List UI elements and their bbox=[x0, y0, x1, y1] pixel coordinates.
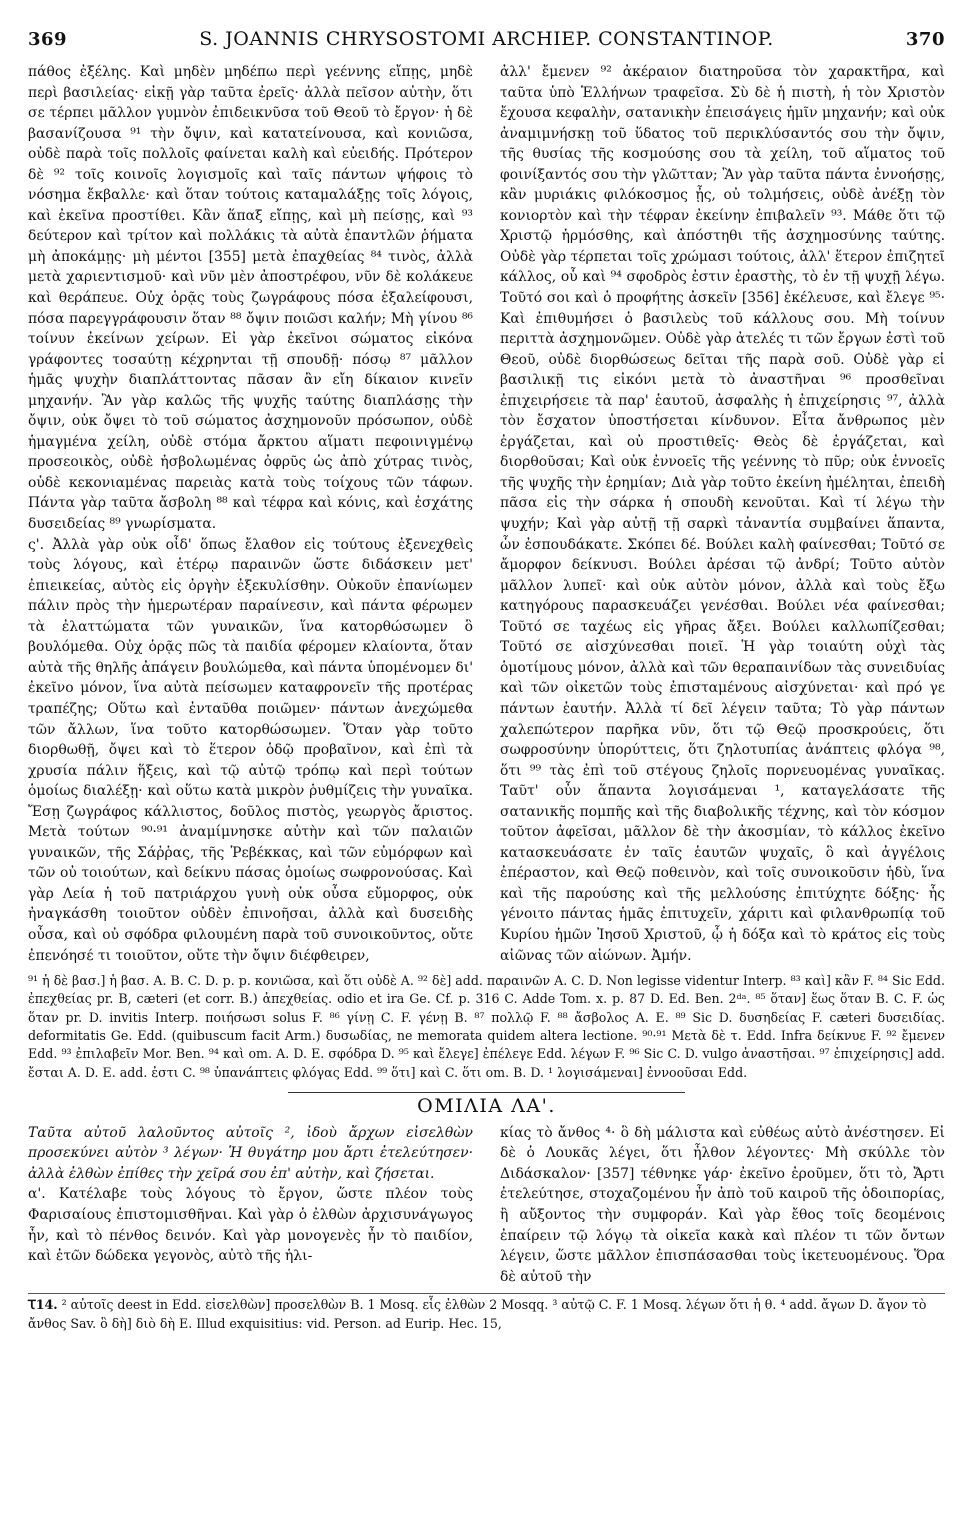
homily-left-column bbox=[28, 1123, 473, 1287]
left-paragraph: πάθος ἐξέλης. Καὶ μηδὲν μηδέπω περὶ γεέννης εἴπῃς, μηδὲ περὶ βασιλείας· εἰκῇ γὰρ ταῦτα ἐρεῖς· ἀλλὰ πεῖσον αὐτὴν, ὅτι σε τέρπει μᾶλλον γυμνὸν ἐπιδεικνῦσα τοῦ Θεοῦ τὸ ἔργον· ἡ δὲ βασανίζουσα ⁹¹ τὴν ὄψιν, καὶ κατατείνουσα, καὶ κονιῶσα, οὐδὲ παρὰ τοῖς πολλοῖς φαίνεται καλὴ καὶ εὐειδής. Πρότερον δὲ ⁹² τοῖς κοινοῖς λογισμοῖς καὶ ταῖς πάντων ψήφοις τὸ νόσημα ἔκβαλλε· καὶ ὅταν τούτοις καταμαλάξῃς τοῖς λόγοις, καὶ ἐκεῖνα προστίθει. Κἂν ἅπαξ εἴπῃς, καὶ μὴ πείσῃς, καὶ ⁹³ δεύτερον καὶ τρίτον καὶ πολλάκις τὰ αὐτὰ ἐπαντλῶν ῥήματα μὴ ἀποκάμῃς· μὴ μέντοι [355] μετὰ ἐπαχθείας ⁸⁴ τινὸς, ἀλλὰ μετὰ χαριεντισμοῦ· καὶ νῦν μὲν ἀποστρέφου, νῦν δὲ κολάκευε καὶ θεράπευε. Οὐχ ὁρᾷς τοὺς ζωγράφους πόσα ἐξαλείφουσι, πόσα παρεγγράφουσιν ὅταν ⁸⁸ ὄψιν ποιῶσι καλήν; Μὴ γίνου ⁸⁶ τοίνυν ἐκείνων χείρων. Εἰ γὰρ ἐκεῖνοι σώματος εἰκόνα γράφοντες τοσαύτῃ κέχρηνται τῇ σπουδῇ· πόσῳ ⁸⁷ μᾶλλον ἡμᾶς ψυχὴν διαπλάττοντας πᾶσαν ἂν εἴη δίκαιον κινεῖν μηχανήν. Ἂν γὰρ καλῶς τῆς ψυχῆς ταύτης διαπλάσῃς τὴν ὄψιν, οὐκ ὄψει τὸ τοῦ σώματος ἀσχημονοῦν πρόσωπον, οὐδὲ ἡμαγμένα χείλη, οὐδὲ στόμα ἄρκτου αἵματι πεφοινιγμένῳ προσεοικὸς, οὐδὲ ἠσβολωμένας ὀφρῦς ὡς ἀπὸ χύτρας τινὸς, οὐδὲ κεκονιαμένας παρειὰς κατὰ τοὺς τοίχους τῶν τάφων. Πάντα γὰρ ταῦτα ἄσβολη ⁸⁸ καὶ τέφρα καὶ κόνις, καὶ ἐσχάτης δυσειδείας ⁸⁹ γνωρίσματα. bbox=[28, 64, 473, 533]
left-column bbox=[28, 62, 473, 966]
document-page bbox=[28, 28, 945, 1528]
footnotes-text: ⁹¹ ἡ δὲ βασ.] ἡ βασ. A. B. C. D. p. p. κονιῶσα, καὶ ὅτι οὐδὲ A. ⁹² δὲ] add. παραινῶν A. C. D. Non legisse videntur Interp. ⁸³ καὶ] κἂν F. ⁸⁴ Sic Edd. ἐπεχθείας pr. B, cæteri (et corr. B.) ἀπεχθείας. odio et ira Ge. Cf. p. 316 C. Adde Tom. x. p. 87 D. Ed. Ben. 2ᵈᵃ. ⁸⁵ ὅταν] ἕως ὅταν B. C. F. ὡς ὅταν pr. D. invitis Interp. ποιήσωσι solus F. ⁸⁶ γίνῃ C. F. γένῃ B. ⁸⁷ πολλῷ F. ⁸⁸ ἄσβολος A. E. ⁸⁹ Sic D. δυσηδείας F. cæteri δυσειδίας. deformitatis Ge. Edd. (quibuscum facit Arm.) δυσωδίας, ne memorata quidem altera lectione. ⁹⁰·⁹¹ Μετὰ δὲ τ. Edd. Infra δείκνυε F. ⁹² ἔμενεν Edd. ⁹³ ἐπιλαβεῖν Mor. Ben. ⁹⁴ καὶ om. A. D. E. σφόδρα D. ⁹⁵ καὶ ἔλεγε] ἐπέλεγε Edd. λέγων F. ⁹⁶ Sic C. D. vulgo ἀναστῆσαι. ⁹⁷ ἐπιχείρησις] add. ἔσται A. D. E. add. ἐστι C. ⁹⁸ ὑπανάπτεις φλόγας Edd. ⁹⁹ ὅτι] καὶ C. ὅτι om. B. D. ¹ λογισάμεναι] ἐννοοῦσαι Edd. bbox=[28, 973, 945, 1080]
homily-footnotes bbox=[28, 1293, 945, 1333]
homily-columns bbox=[28, 1123, 945, 1287]
homily-title: ΟΜΙΛΙΑ ΛΑ'. bbox=[417, 1094, 556, 1117]
running-header bbox=[28, 28, 945, 56]
homily-right-text: κίας τὸ ἄνθος ⁴· ὃ δὴ μάλιστα καὶ εὐθέως αὐτὸ ἀνέστησεν. Εἰ δὲ ὁ Λουκᾶς λέγει, ὅτι ἦλθον λέγοντες· Μὴ σκύλλε τὸν Διδάσκαλον· [357] τέθνηκε γάρ· ἐκεῖνο ἐροῦμεν, ὅτι τὸ, Ἄρτι ἐτελεύτησε, στοχαζομένου ἦν ἀπὸ τοῦ καιροῦ τῆς ὁδοιπορίας, ἢ αὔξοντος τὴν συμφοράν. Καὶ γὰρ ἔθος τοῖς δεομένοις ἐπαίρειν τῷ λόγῳ τὰ οἰκεῖα κακὰ καὶ πλέον τι τῶν ὄντων λέγειν, ὥστε μᾶλλον ἐπισπάσασθαι τοὺς ἱκετευομένους. Ὅρα δὲ αὐτοῦ τὴν bbox=[500, 1124, 945, 1285]
page-number-left: 369 bbox=[28, 29, 68, 50]
right-paragraph: ἀλλ' ἔμενεν ⁹² ἀκέραιον διατηροῦσα τὸν χαρακτῆρα, καὶ ταῦτα ὑπὸ Ἑλλήνων τραφεῖσα. Σὺ δὲ ἡ πιστὴ, ἡ τὸν Χριστὸν ἔχουσα κεφαλὴν, σατανικὴν ἐπεισάγεις ἡμῖν μηχανήν; καὶ οὐκ ἀναμιμνήσκῃ τοῦ ὕδατος τοῦ περικλύσαντός σου τὴν ὄψιν, τῆς θυσίας τῆς κοσμούσης σου τὰ χείλη, τοῦ αἵματος τοῦ φοινίξαντός σου τὴν γλῶτταν; Ἂν γὰρ ταῦτα πάντα ἐννοήσῃς, κἂν μυριάκις φιλόκοσμος ᾖς, οὐ τολμήσεις, οὐδὲ ἀνέξῃ τὸν κονιορτὸν καὶ τὴν τέφραν ἐκείνην ἐπιβαλεῖν ⁹³. Μάθε ὅτι τῷ Χριστῷ ἡρμόσθης, καὶ ἀπόστηθι τῆς ἀσχημοσύνης ταύτης. Οὐδὲ γὰρ τέρπεται τοῖς χρώμασι τούτοις, ἀλλ' ἕτερον ἐπιζητεῖ κάλλος, οὗ καὶ ⁹⁴ σφοδρὸς ἐστιν ἐραστὴς, τὸ ἐν τῇ ψυχῇ λέγω. Τοῦτό σοι καὶ ὁ προφήτης ἀσκεῖν [356] ἐκέλευσε, καὶ ἔλεγε ⁹⁵· Καὶ ἐπιθυμήσει ὁ βασιλεὺς τοῦ κάλλους σου. Μὴ τοίνυν περιττὰ ἀσχημονῶμεν. Οὐδὲ γὰρ ἀτελές τι τῶν ἔργων ἐστὶ τοῦ Θεοῦ, οὐδὲ διορθώσεως δεῖται τῆς παρὰ σοῦ. Οὐδὲ γὰρ εἰ βασιλικῇ τις εἰκόνι μετὰ τὸ ἀναστῆναι ⁹⁶ προσθεῖναι ἐπιχειρήσειε τὰ παρ' ἑαυτοῦ, ἀσφαλὴς ἡ ἐπιχείρησις ⁹⁷, ἀλλὰ τὸν ἔσχατον ὑποστήσεται κίνδυνον. Εἶτα ἄνθρωπος μὲν ἐργάζεται, καὶ οὐ προστιθεῖς· Θεὸς δὲ ἐργάζεται, καὶ διορθοῦσαι; Καὶ οὐκ ἐννοεῖς τῆς γεέννης τὸ πῦρ; οὐκ ἐννοεῖς τῆς ψυχῆς τὴν ἐρημίαν; Διὰ γὰρ τοῦτο ἐκείνη ἠμέληται, ἐπειδὴ πᾶσα εἰς τὴν σάρκα ἡ σπουδὴ κενοῦται. Καὶ τί λέγω τὴν ψυχήν; Καὶ γὰρ αὐτῇ τῇ σαρκὶ τἀναντία συμβαίνει ἅπαντα, ὧν ἐσπουδάκατε. Σκόπει δέ. Βούλει καλὴ φαίνεσθαι; Τοῦτό σε ἄμορφον δείκνυσι. Βούλει ἀρέσαι τῷ ἀνδρί; Τοῦτο αὐτὸν μᾶλλον λυπεῖ· καὶ οὐκ αὐτὸν μόνον, ἀλλὰ καὶ τοὺς ἔξω κατηγόρους παρασκευάζει γενέσθαι. Βούλει νέα φαίνεσθαι; Τοῦτό σε ταχέως εἰς γῆρας ἄξει. Βούλει καλλωπίζεσθαι; Τοῦτό σε αἰσχύνεσθαι ποιεῖ. Ἡ γὰρ τοιαύτη οὐχὶ τὰς ὁμοτίμους μόνον, ἀλλὰ καὶ τῶν θεραπαινίδων τὰς συνειδυίας καὶ τῶν οἰκετῶν τοὺς ἐπισταμένους αἰσχύνεται· καὶ πρό γε πάντων ἑαυτήν. Ἀλλὰ τί δεῖ λέγειν ταῦτα; Τὸ γὰρ πάντων χαλεπώτερον παρῆκα νῦν, ὅτι τῷ Θεῷ προσκρούεις, ὅτι σωφροσύνην ὑπορύττεις, ὅτι ζηλοτυπίας ἀνάπτεις φλόγα ⁹⁸, ὅτι ⁹⁹ τὰς ἐπὶ τοῦ στέγους ζηλοῖς πορνευομένας γυναῖκας. Ταῦτ' οὖν ἅπαντα λογισάμεναι ¹, καταγελάσατε τῆς σατανικῆς πομπῆς καὶ τῆς διαβολικῆς τέχνης, καὶ τὸν κόσμον τοῦτον ἀφεῖσαι, μᾶλλον δὲ τὴν ἀκοσμίαν, τὸ κάλλος ἐκεῖνο κατασκευάσατε ἐν ταῖς ἑαυτῶν ψυχαῖς, ὃ καὶ ἀγγέλοις ἐπέραστον, καὶ Θεῷ ποθεινὸν, καὶ τοῖς συνοικοῦσιν ἡδὺ, ἵνα καὶ τῆς παρούσης καὶ τῆς μελλούσης ἐπιτύχητε δόξης· ἧς γένοιτο πάντας ἡμᾶς ἐπιτυχεῖν, χάριτι καὶ φιλανθρωπίᾳ τοῦ Κυρίου ἡμῶν Ἰησοῦ Χριστοῦ, ᾧ ἡ δόξα καὶ τὸ κράτος εἰς τοὺς αἰῶνας τῶν αἰώνων. Ἀμήν. bbox=[500, 64, 945, 964]
homily-lemma: Ταῦτα αὐτοῦ λαλοῦντος αὐτοῖς ², ἰδοὺ ἄρχων εἰσελθὼν προσεκύνει αὐτὸν ³ λέγων· Ἡ θυγάτηρ μου ἄρτι ἐτελεύτησεν· ἀλλὰ ἐλθὼν ἐπίθες τὴν χεῖρά σου ἐπ' αὐτὴν, καὶ ζήσεται. bbox=[28, 1124, 473, 1182]
right-column bbox=[500, 62, 945, 966]
page-signature: Ꚍ14. bbox=[28, 1297, 58, 1313]
running-title: S. JOANNIS CHRYSOSTOMI ARCHIEP. CONSTANTINOP. bbox=[199, 28, 774, 50]
footnotes bbox=[28, 972, 945, 1082]
homily-footnotes-text: ² αὐτοῖς deest in Edd. εἰσελθὼν] προσελθὼν B. 1 Mosq. εἷς ἐλθὼν 2 Mosqq. ³ αὐτῷ C. F. 1 Mosq. λέγων ὅτι ἡ θ. ⁴ add. ἄγων D. ἄγον τὸ ἄνθος Sav. ὃ δὴ] διὸ δὴ E. Illud exquisitius: vid. Person. ad Eurip. Hec. 15, bbox=[28, 1297, 927, 1331]
homily-right-column bbox=[500, 1123, 945, 1287]
main-columns bbox=[28, 62, 945, 966]
page-number-right: 370 bbox=[905, 29, 945, 50]
homily-left-text: α'. Κατέλαβε τοὺς λόγους τὸ ἔργον, ὥστε πλέον τοὺς Φαρισαίους ἐπιστομισθῆναι. Καὶ γὰρ ὁ ἐλθὼν ἀρχισυνάγωγος ἦν, καὶ τὸ πένθος δεινόν. Καὶ γὰρ μονογενὲς ἦν τὸ παιδίον, καὶ ἐτῶν δώδεκα γεγονὸς, αὐτὸ τῆς ἡλι- bbox=[28, 1186, 473, 1265]
section-divider bbox=[288, 1092, 685, 1093]
left-paragraph: ς'. Ἀλλὰ γὰρ οὐκ οἶδ' ὅπως ἔλαθον εἰς τούτους ἐξενεχθεὶς τοὺς λόγους, καὶ ἑτέρῳ παραινῶν ὥστε διδάσκειν μετ' ἐπιεικείας, αὐτὸς εἰς ὀργὴν ἐξεκυλίσθην. Οὐκοῦν ἐπανίωμεν πάλιν πρὸς τὴν ἡμερωτέραν παραίνεσιν, καὶ πάντα φέρωμεν τὰ ἐλαττώματα τῶν γυναικῶν, ἵνα κατορθώσωμεν ὃ βουλόμεθα. Οὐχ ὁρᾷς πῶς τὰ παιδία φέρομεν κλαίοντα, ὅταν αὐτὰ τῆς θηλῆς ἀπάγειν βουλώμεθα, καὶ πάντα ὑπομένομεν δι' ἐκεῖνο μόνον, ἵνα αὐτὰ πείσωμεν καταφρονεῖν τῆς προτέρας τραπέζης; Οὕτω καὶ ἐνταῦθα ποιῶμεν· πάντων ἀνεχώμεθα τῶν ἄλλων, ἵνα τοῦτο κατορθώσωμεν. Ὅταν γὰρ τοῦτο διορθωθῇ, ὄψει καὶ τὸ ἕτερον ὁδῷ προβαῖνον, καὶ ἐπὶ τὰ χρυσία πάλιν ἥξεις, καὶ τῷ αὐτῷ τρόπῳ καὶ περὶ τούτων ὁμοίως διαλέξῃ· καὶ οὕτω κατὰ μικρὸν ῥυθμίζεις τὴν γυναῖκα. Ἔσῃ ζωγράφος κάλλιστος, δοῦλος πιστὸς, γεωργὸς ἄριστος. Μετὰ τούτων ⁹⁰·⁹¹ ἀναμίμνησκε αὐτὴν καὶ τῶν παλαιῶν γυναικῶν, τῆς Σάῤῥας, τῆς Ῥεβέκκας, καὶ τῶν εὐμόρφων καὶ τῶν οὐ τοιούτων, καὶ δείκνυ πάσας ὁμοίως σωφρονούσας. Καὶ γὰρ Λεία ἡ τοῦ πατριάρχου γυνὴ οὐκ οὖσα εὔμορφος, οὐκ ἠναγκάσθη τοιοῦτον οὐδὲν ἐπινοῆσαι, ἀλλὰ καὶ δυσειδὴς οὖσα, καὶ οὐ σφόδρα φιλουμένη παρὰ τοῦ συνοικοῦντος, οὔτε ἐπενόησέ τι τοιοῦτον, οὔτε τὴν ὄψιν διέφθειρεν, bbox=[28, 536, 474, 964]
